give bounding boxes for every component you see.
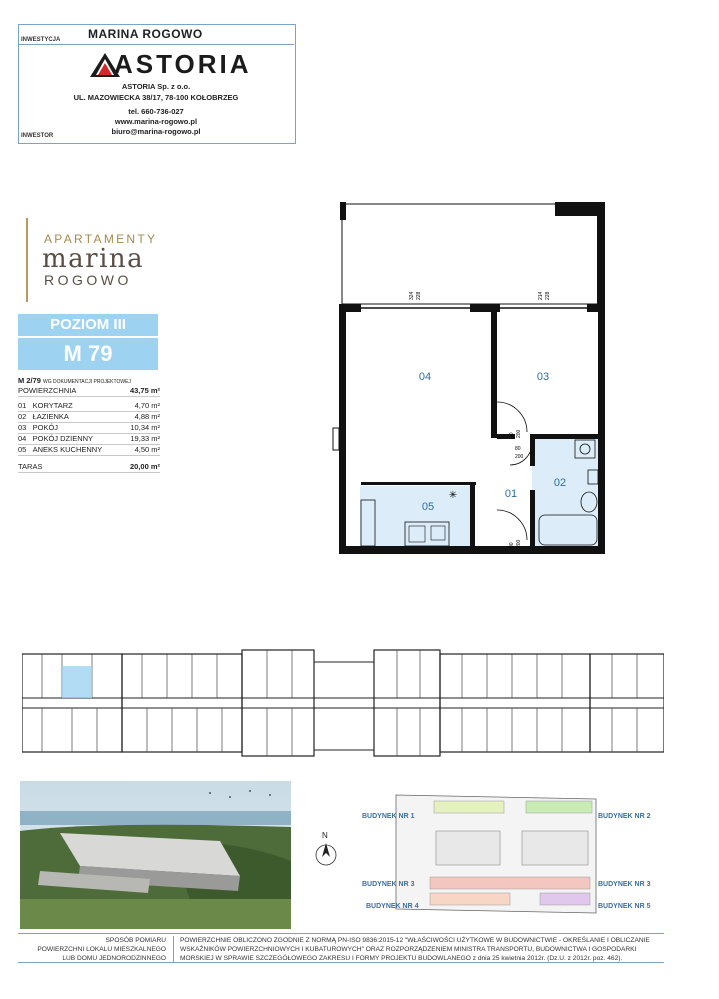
investment-label: INWESTYCJA — [21, 37, 61, 43]
investor-label: INWESTOR — [21, 133, 54, 139]
highlighted-unit — [62, 666, 92, 698]
wall-segment — [470, 482, 475, 548]
table-row: 04 POKÓJ DZIENNY 19,33 m² — [18, 434, 160, 443]
terrace-outline — [342, 204, 600, 304]
door-dim: 200 — [515, 454, 524, 460]
window-dim: 228 — [416, 291, 422, 300]
terrace-value: 20,00 m² — [129, 462, 160, 471]
building-label: BUDYNEK NR 3 — [362, 881, 415, 888]
door-dim: 90 — [509, 432, 515, 438]
company-address: UL. MAZOWIECKA 38/17, 78-100 KOŁOBRZEG — [73, 93, 239, 102]
company-phone: tel. 660-736-027 — [128, 107, 184, 116]
door-swing — [497, 402, 527, 432]
north-label: N — [322, 831, 328, 840]
room-label: 02 — [553, 477, 567, 489]
building-label: BUDYNEK NR 3 — [598, 881, 651, 888]
table-row: 05 ANEKS KUCHENNY 4,50 m² — [18, 445, 160, 454]
door-dim: 200 — [516, 539, 522, 548]
company-website[interactable]: www.marina-rogowo.pl — [114, 117, 198, 126]
window-dim: 324 — [409, 291, 415, 300]
building-4-block — [430, 893, 510, 905]
door-swing — [497, 510, 527, 540]
logo-middle-text: marina — [42, 244, 145, 274]
vent-shaft — [333, 428, 339, 450]
unit-badge: M 79 — [18, 338, 158, 370]
building-5-block — [540, 893, 590, 905]
aerial-photo — [20, 781, 291, 929]
wall-segment — [597, 202, 605, 310]
room-label: 04 — [418, 371, 432, 383]
doc-note: WG DOKUMENTACJI PROJEKTOWEJ — [43, 379, 131, 385]
spec-terrace-row — [18, 462, 160, 473]
footer-note — [18, 933, 664, 963]
building-1-block — [434, 801, 504, 813]
door-dim: 90 — [509, 542, 515, 548]
logo-bottom-text: ROGOWO — [44, 272, 132, 288]
building-3-block — [430, 877, 590, 889]
footer-left: SPOSÓB POMIARU POWIERZCHNI LOKALU MIESZKALNEGO LUB DOMU JEDNORODZINNEGO — [37, 937, 166, 962]
building-label: BUDYNEK NR 1 — [362, 813, 415, 820]
table-row: 03 POKÓJ 10,34 m² — [18, 423, 160, 432]
building-2-block — [526, 801, 592, 813]
window-dim: 228 — [545, 291, 551, 300]
header-divider — [18, 44, 294, 45]
spec-doc-row — [18, 376, 160, 386]
doc-id: M 2/79 — [18, 376, 41, 385]
footer-right: POWIERZCHNIE OBLICZONO ZGODNIE Z NORMĄ PN-ISO 9836:2015-12 "WŁAŚCIWOŚCI UŻYTKOWE W BUDOWNICTWIE - OKREŚLANIE I OBLICZANIE WSKAŹNIKÓW POWIERZCHNIOWYCH I KUBATUROWYCH" ORAZ ROZPORZĄDZENIEM MINISTRA TRANSPORTU, BUDOWNICTWA I GOSPODARKI MORSKIEJ W SPRAWIE SZCZEGÓŁOWEGO ZAKRESU I FORMY PROJEKTU BUDOWLANEGO z dnia 25 kwietnia 2012r. (Dz.U. z 2012r. poz. 462). — [173, 936, 668, 963]
wall-segment — [340, 202, 346, 220]
spec-area-row — [18, 386, 160, 397]
wall-segment — [598, 304, 605, 554]
floor-plan — [325, 190, 625, 565]
company-email[interactable]: biuro@marina-rogowo.pl — [111, 127, 201, 136]
logo-accent-bar — [26, 218, 28, 302]
wall-segment — [361, 482, 476, 485]
room-label: 05 — [421, 501, 435, 513]
wall-segment — [555, 202, 602, 216]
building-label: BUDYNEK NR 2 — [598, 813, 651, 820]
door-dim: 80 — [515, 446, 521, 452]
door-dim: 200 — [516, 429, 522, 438]
table-row: 02 ŁAZIENKA 4,88 m² — [18, 412, 160, 421]
wall-segment — [339, 304, 346, 554]
company-name: ASTORIA Sp. z o.o. — [121, 82, 191, 91]
fan-icon: ✳ — [448, 490, 458, 501]
brand-name: ASTORIA — [114, 49, 252, 79]
investment-name: MARINA ROGOWO — [88, 27, 203, 41]
building-label: BUDYNEK NR 4 — [366, 903, 419, 910]
building-label: BUDYNEK NR 5 — [598, 903, 651, 910]
level-badge: POZIOM III — [18, 314, 158, 336]
table-row: 01 KORYTARZ 4,70 m² — [18, 401, 160, 410]
room-label: 01 — [504, 488, 518, 500]
spec-table — [18, 376, 160, 473]
building-level-map — [22, 640, 664, 762]
area-label: POWIERZCHNIA — [18, 386, 77, 395]
site-plan — [300, 781, 664, 929]
window-dim: 214 — [538, 291, 544, 300]
terrace-label: TARAS — [18, 462, 43, 471]
wall-segment — [530, 490, 535, 548]
wall-segment — [491, 308, 497, 438]
wall-segment — [532, 434, 600, 439]
room-label: 03 — [536, 371, 550, 383]
logo-top-text: APARTAMENTY — [44, 232, 158, 246]
area-value: 43,75 m² — [129, 386, 160, 395]
